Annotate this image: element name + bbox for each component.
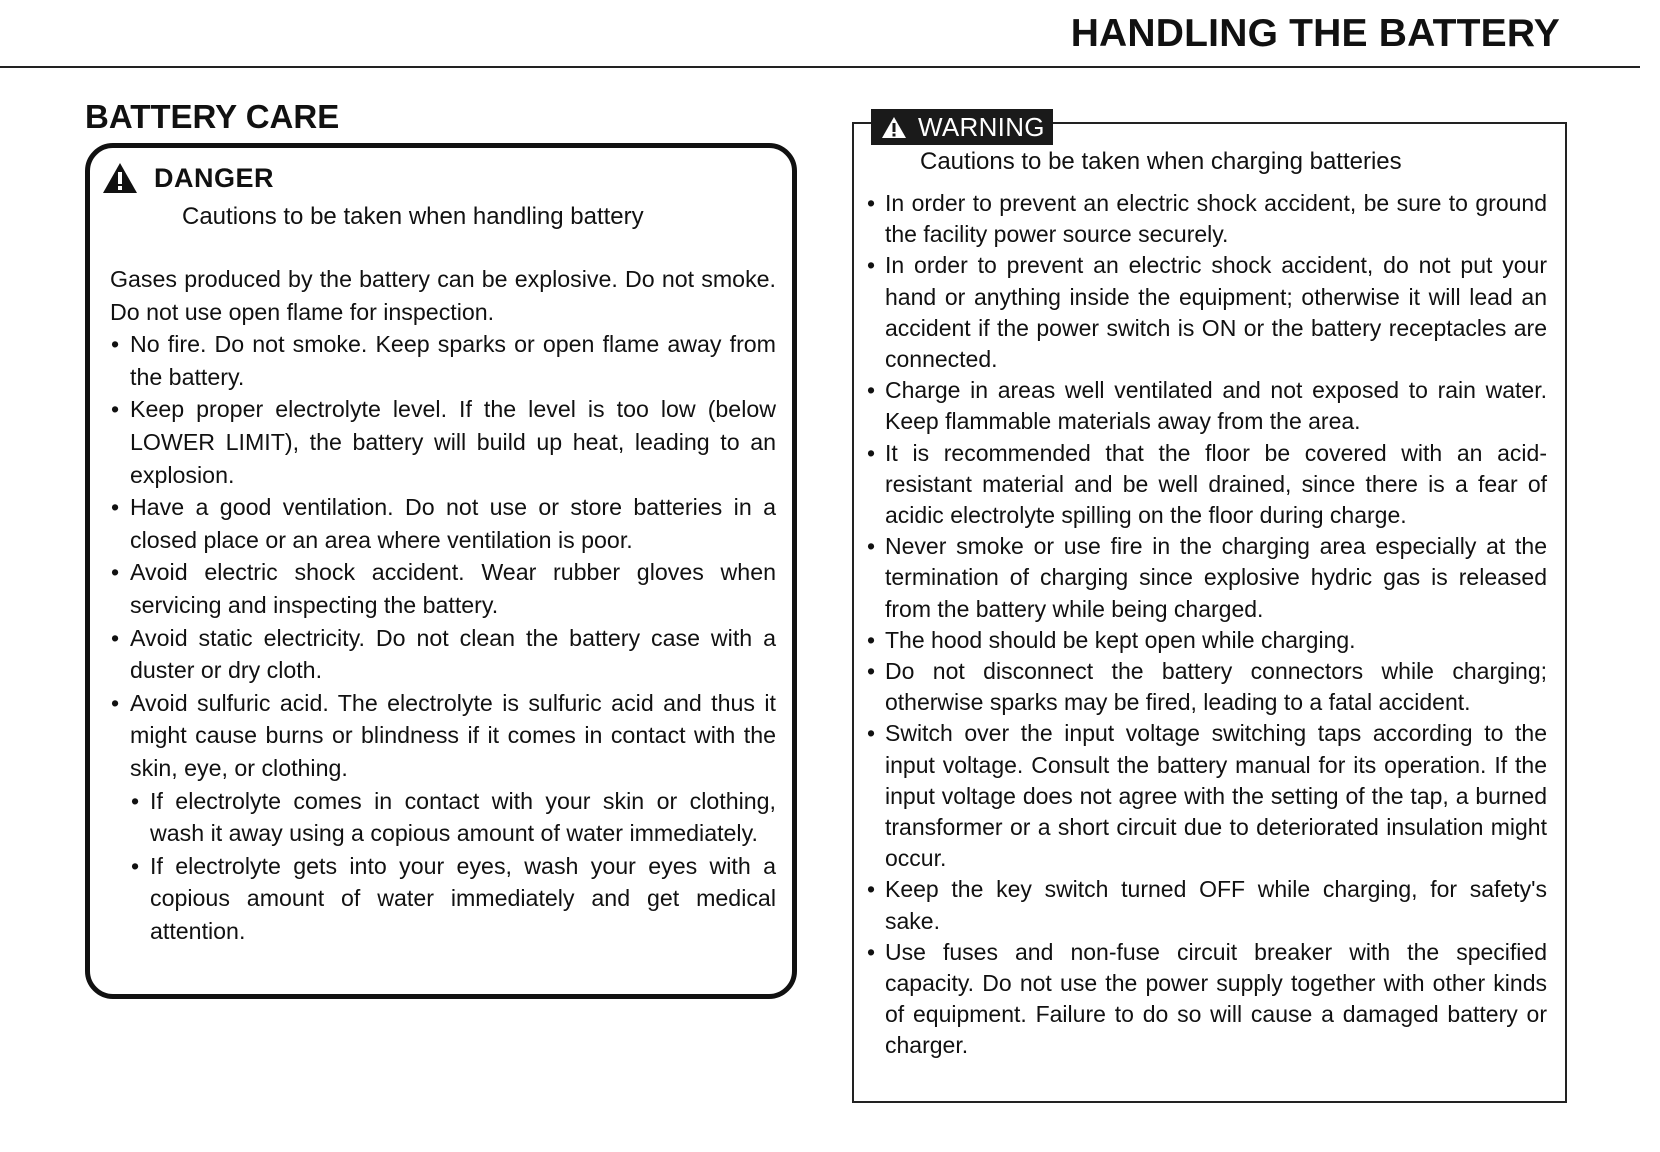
danger-subitem: • If electrolyte comes in contact with your skin or clothing, wash it away using a copious amount of water immediately. (130, 785, 776, 850)
danger-list (110, 328, 776, 784)
warning-item: • In order to prevent an electric shock accident, do not put your hand or anything inside the equipment; otherwise it will lead an accident if the power switch is ON or the battery receptacles are connected. (866, 250, 1547, 375)
warning-item: • In order to prevent an electric shock accident, be sure to ground the facility power source securely. (866, 188, 1547, 250)
warning-item: • It is recommended that the floor be covered with an acid-resistant material and be well drained, since there is a fear of acidic electrolyte spilling on the floor during charge. (866, 438, 1547, 532)
danger-subitem: • If electrolyte gets into your eyes, wash your eyes with a copious amount of water immediately and get medical attention. (130, 850, 776, 948)
warning-box (852, 111, 1567, 1103)
danger-subtitle: Cautions to be taken when handling battery (182, 203, 644, 230)
danger-item: • Avoid electric shock accident. Wear rubber gloves when servicing and inspecting the battery. (110, 556, 776, 621)
danger-item: • Keep proper electrolyte level. If the level is too low (below LOWER LIMIT), the battery will build up heat, leading to an explosion. (110, 393, 776, 491)
warning-item: • Use fuses and non-fuse circuit breaker with the specified capacity. Do not use the power supply together with other kinds of equipment. Failure to do so will cause a damaged battery or charger. (866, 937, 1547, 1062)
warning-label: WARNING (918, 111, 1045, 142)
warning-tab (871, 109, 1053, 145)
danger-sublist (130, 785, 776, 948)
warning-triangle-icon (881, 116, 907, 139)
warning-body (866, 188, 1547, 1062)
section-heading: BATTERY CARE (85, 98, 340, 135)
warning-subtitle: Cautions to be taken when charging batteries (920, 148, 1402, 175)
danger-intro: Gases produced by the battery can be explosive. Do not smoke. Do not use open flame for inspection. (110, 266, 776, 325)
title-rule (0, 66, 1640, 68)
danger-label: DANGER (154, 162, 275, 193)
danger-item: • Avoid static electricity. Do not clean the battery case with a duster or dry cloth. (110, 622, 776, 687)
warning-item: • Do not disconnect the battery connectors while charging; otherwise sparks may be fired, leading to a fatal accident. (866, 656, 1547, 718)
warning-item: • The hood should be kept open while charging. (866, 625, 1547, 656)
danger-body (102, 263, 776, 947)
page-title: HANDLING THE BATTERY (1070, 12, 1560, 55)
danger-header (102, 160, 776, 196)
warning-item: • Never smoke or use fire in the charging area especially at the termination of charging since explosive hydric gas is released from the battery while being charged. (866, 531, 1547, 625)
danger-item: • Avoid sulfuric acid. The electrolyte is sulfuric acid and thus it might cause burns or blindness if it comes in contact with the skin, eye, or clothing. (110, 687, 776, 785)
warning-list (866, 188, 1547, 1062)
warning-item: • Keep the key switch turned OFF while charging, for safety's sake. (866, 874, 1547, 936)
warning-item: • Switch over the input voltage switching taps according to the input voltage. Consult the battery manual for its operation. If the input voltage does not agree with the setting of the tap, a burned transformer or a short circuit due to deteriorated insulation might occur. (866, 718, 1547, 874)
danger-box (85, 143, 797, 999)
danger-item: • No fire. Do not smoke. Keep sparks or open flame away from the battery. (110, 328, 776, 393)
warning-triangle-icon (102, 162, 138, 194)
danger-item: • Have a good ventilation. Do not use or store batteries in a closed place or an area where ventilation is poor. (110, 491, 776, 556)
warning-item: • Charge in areas well ventilated and not exposed to rain water. Keep flammable materials away from the area. (866, 375, 1547, 437)
